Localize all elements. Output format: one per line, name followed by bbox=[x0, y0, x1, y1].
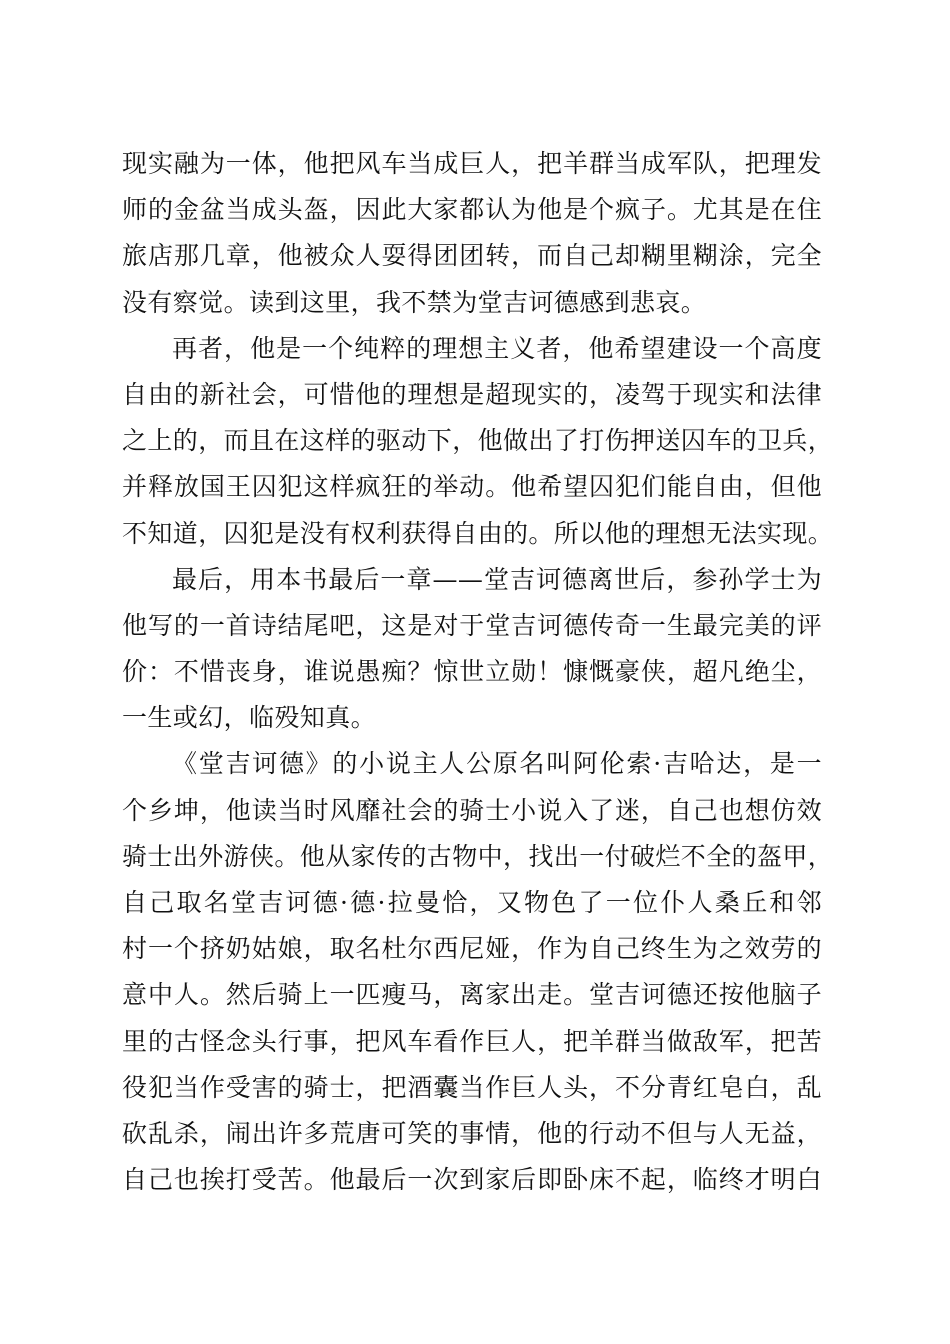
text-line: 役犯当作受害的骑士，把酒囊当作巨人头，不分青红皂白，乱 bbox=[122, 1072, 822, 1102]
text-line: 不知道，囚犯是没有权利获得自由的。所以他的理想无法实现。 bbox=[122, 518, 834, 548]
text-line: 他写的一首诗结尾吧，这是对于堂吉诃德传奇一生最完美的评 bbox=[122, 610, 822, 640]
text-line: 没有察觉。读到这里，我不禁为堂吉诃德感到悲哀。 bbox=[122, 287, 707, 317]
text-line: 骑士出外游侠。他从家传的古物中，找出一付破烂不全的盔甲， bbox=[122, 841, 834, 871]
text-line: 并释放国王囚犯这样疯狂的举动。他希望囚犯们能自由，但他 bbox=[122, 472, 822, 502]
text-line: 现实融为一体，他把风车当成巨人，把羊群当成军队，把理发 bbox=[122, 149, 822, 178]
paragraph-first-line: 最后，用本书最后一章——堂吉诃德离世后，参孙学士为 bbox=[172, 564, 822, 594]
paragraph-first-line: 《堂吉诃德》的小说主人公原名叫阿伦索·吉哈达，是一 bbox=[172, 749, 822, 779]
text-line: 自由的新社会，可惜他的理想是超现实的，凌驾于现实和法律 bbox=[122, 379, 822, 409]
paragraph-first-line: 再者，他是一个纯粹的理想主义者，他希望建设一个高度 bbox=[172, 333, 822, 363]
text-line: 里的古怪念头行事，把风车看作巨人，把羊群当做敌军，把苦 bbox=[122, 1026, 822, 1056]
text-line: 砍乱杀，闹出许多荒唐可笑的事情，他的行动不但与人无益， bbox=[122, 1118, 822, 1148]
text-line: 之上的，而且在这样的驱动下，他做出了打伤押送囚车的卫兵， bbox=[122, 426, 834, 456]
text-line: 村一个挤奶姑娘，取名杜尔西尼娅，作为自己终生为之效劳的 bbox=[122, 934, 822, 964]
text-line: 旅店那几章，他被众人耍得团团转，而自己却糊里糊涂，完全 bbox=[122, 241, 822, 271]
text-line: 师的金盆当成头盔，因此大家都认为他是个疯子。尤其是在住 bbox=[122, 195, 822, 225]
text-line: 意中人。然后骑上一匹瘦马，离家出走。堂吉诃德还按他脑子 bbox=[122, 980, 822, 1010]
text-line: 自己也挨打受苦。他最后一次到家后即卧床不起，临终才明白 bbox=[122, 1165, 822, 1195]
body-text bbox=[122, 141, 834, 1203]
text-line: 自己取名堂吉诃德·德·拉曼恰，又物色了一位仆人桑丘和邻 bbox=[122, 888, 822, 917]
text-line: 一生或幻，临殁知真。 bbox=[122, 703, 377, 733]
text-line: 价：不惜丧身，谁说愚痴？惊世立勋！慷慨豪侠，超凡绝尘， bbox=[122, 657, 822, 687]
text-line: 个乡坤，他读当时风靡社会的骑士小说入了迷，自己也想仿效 bbox=[122, 795, 822, 825]
